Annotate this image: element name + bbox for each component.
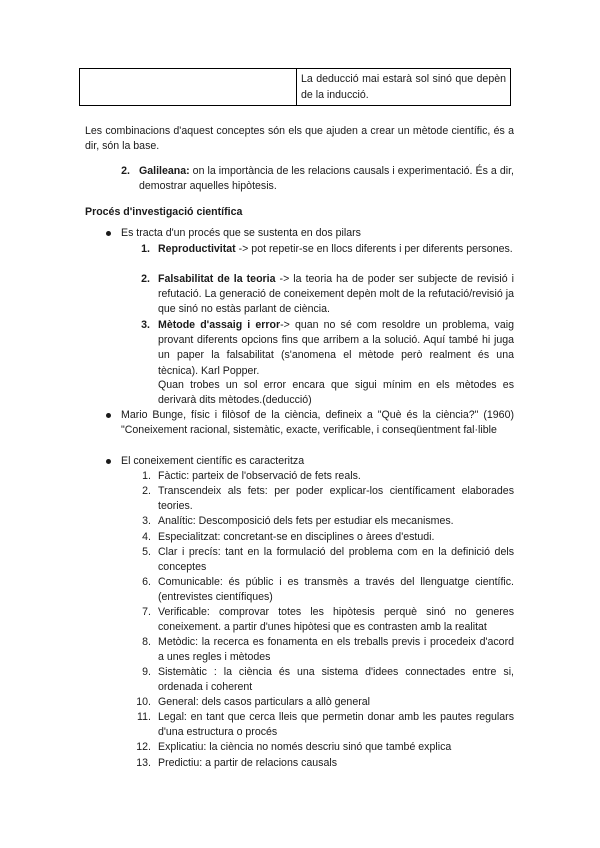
characteristic-number: 2. bbox=[142, 485, 151, 497]
pilar-item-reproductivitat bbox=[158, 242, 514, 257]
galileana-item bbox=[139, 164, 514, 194]
pilar-text: -> pot repetir-se en llocs diferents i per diferents persones. bbox=[235, 243, 513, 255]
pilar-extra-note: Quan trobes un sol error encara que sigui mínim en els mètodes es derivarà dits mètodes.(deducció) bbox=[158, 379, 514, 407]
characteristic-item: Especialitzat: concretant-se en disciplines o àrees d'estudi. bbox=[158, 531, 435, 543]
bullet-caracteritza-text: El coneixement científic es caracteritza bbox=[121, 455, 305, 467]
bullet-dot bbox=[106, 231, 111, 236]
characteristic-item: Clar i precís: tant en la formulació del problema com en la definició dels conceptes bbox=[158, 546, 514, 574]
characteristic-number: 10. bbox=[136, 696, 151, 708]
characteristic-number: 7. bbox=[142, 606, 151, 618]
pilar-title: Falsabilitat de la teoria bbox=[158, 273, 276, 285]
characteristic-item: Verificable: comprovar totes les hipòtesis perquè sinó no generes coneixement. a partir d'unes hipòtesi que es contrasten amb la realitat bbox=[158, 606, 514, 634]
bullet-pilars-text: Es tracta d'un procés que se sustenta en dos pilars bbox=[121, 227, 361, 239]
pilar-item-falsabilitat bbox=[158, 272, 514, 318]
characteristic-item: Metòdic: la recerca es fonamenta en els treballs previs i procedeix d'acord a unes regles i mètodes bbox=[158, 636, 514, 664]
characteristic-number: 9. bbox=[142, 666, 151, 678]
galileana-title: Galileana: bbox=[139, 165, 190, 177]
pilar-number: 3. bbox=[141, 319, 150, 331]
characteristic-number: 8. bbox=[142, 636, 151, 648]
characteristic-number: 1. bbox=[142, 470, 151, 482]
galileana-number: 2. bbox=[121, 165, 130, 177]
intro-paragraph: Les combinacions d'aquest conceptes són els que ajuden a crear un mètode científic, és a dir, són la base. bbox=[85, 125, 514, 153]
characteristic-item: Transcendeix als fets: per poder explicar-los científicament elaborades teories. bbox=[158, 485, 514, 513]
comparison-table bbox=[79, 68, 511, 106]
table-cell-right: La deducció mai estarà sol sinó que depèn de la inducció. bbox=[297, 69, 511, 106]
pilar-number: 2. bbox=[141, 273, 150, 285]
characteristic-item: Sistemàtic : la ciència és una sistema d'idees connectades entre si, ordenada i coherent bbox=[158, 666, 514, 694]
pilar-title: Mètode d'assaig i error bbox=[158, 319, 281, 331]
characteristic-item: Legal: en tant que cerca lleis que permetin donar amb les pautes regulars d'una estructura o procés bbox=[158, 711, 514, 739]
pilar-text: -> quan no sé com resoldre un problema, vaig provant diferents opcions fins que arribem a la solució. Aquí també hi juga un paper la falsabilitat (s'anomena el mètode però realment és una tècnica). Karl Popper. bbox=[158, 319, 514, 377]
characteristic-number: 6. bbox=[142, 576, 151, 588]
characteristic-number: 4. bbox=[142, 531, 151, 543]
characteristic-item: Analític: Descomposició dels fets per estudiar els mecanismes. bbox=[158, 515, 454, 527]
galileana-text: on la importància de les relacions causals i experimentació. És a dir, demostrar aquelles hipòtesis. bbox=[139, 165, 514, 193]
section-heading: Procés d'investigació científica bbox=[85, 206, 243, 218]
bullet-bunge-text: Mario Bunge, físic i filòsof de la ciència, defineix a "Què és la ciència?" (1960) "Coneixement racional, sistemàtic, exacte, verificable, i conseqüentment fal·lible bbox=[121, 409, 514, 437]
characteristic-item: Predictiu: a partir de relacions causals bbox=[158, 757, 338, 769]
characteristic-item: Fàctic: parteix de l'observació de fets reals. bbox=[158, 470, 361, 482]
bullet-dot bbox=[106, 413, 111, 418]
pilar-title: Reproductivitat bbox=[158, 243, 236, 255]
characteristic-item: Explicatiu: la ciència no només descriu sinó que també explica bbox=[158, 741, 452, 753]
characteristic-number: 3. bbox=[142, 515, 151, 527]
characteristic-item: General: dels casos particulars a allò general bbox=[158, 696, 370, 708]
characteristic-number: 11. bbox=[137, 711, 151, 723]
characteristic-item: Comunicable: és públic i es transmès a través del llenguatge científic. (entrevistes científiques) bbox=[158, 576, 514, 604]
pilar-number: 1. bbox=[141, 243, 150, 255]
bullet-dot bbox=[106, 459, 111, 464]
table-row bbox=[80, 69, 511, 106]
pilar-text: -> la teoria ha de poder ser subjecte de revisió i refutació. La generació de coneixement depèn molt de la refutació/revisió ja que sinó no estàs parlant de ciència. bbox=[158, 273, 515, 316]
characteristic-number: 13. bbox=[136, 757, 151, 769]
characteristic-number: 12. bbox=[136, 741, 151, 753]
characteristic-number: 5. bbox=[142, 546, 151, 558]
table-cell-left bbox=[80, 69, 297, 106]
pilar-item-assaig-error bbox=[158, 318, 514, 379]
